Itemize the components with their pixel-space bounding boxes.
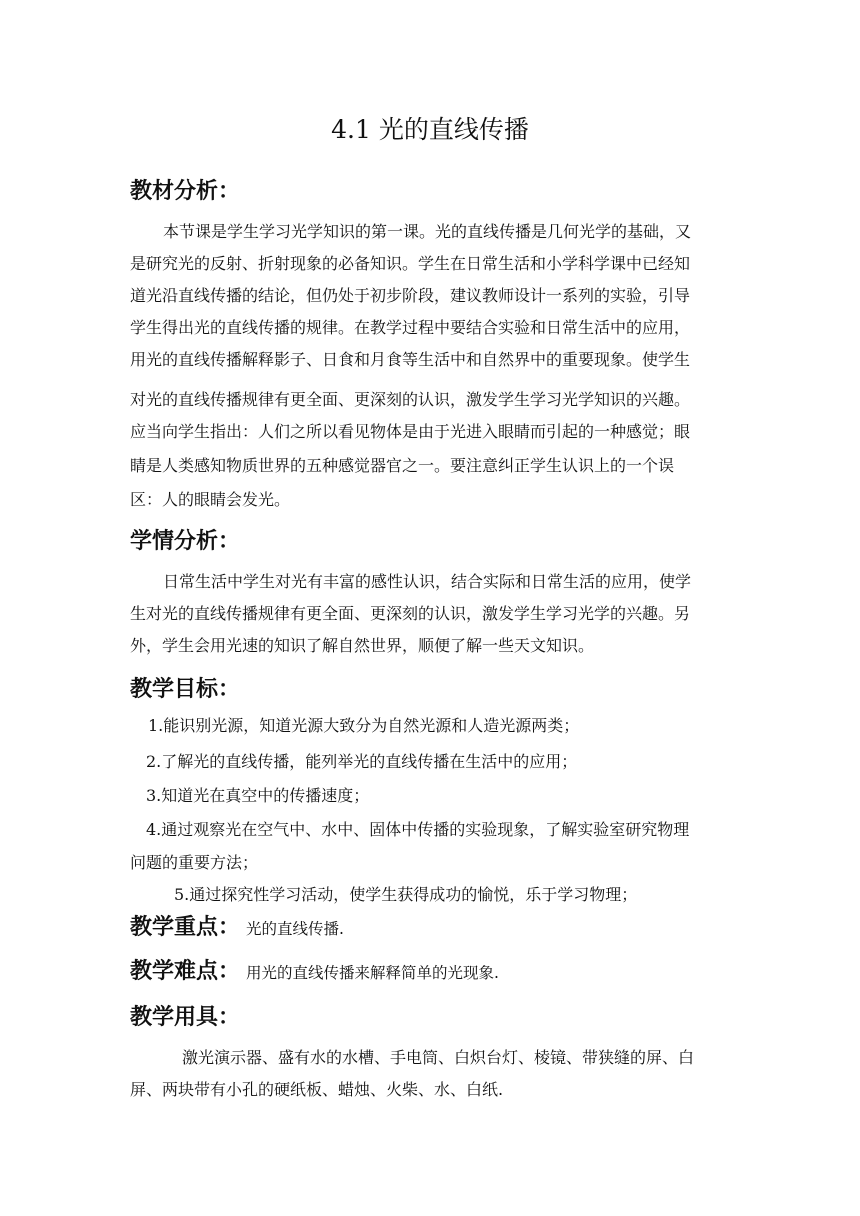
teaching-tools-heading: 教学用具：	[130, 1005, 241, 1030]
goal-item: 2.了解光的直线传播，能列举光的直线传播在生活中的应用；	[146, 752, 578, 771]
textbook-analysis-heading: 教材分析：	[130, 179, 241, 204]
key-point-text: 光的直线传播.	[246, 920, 344, 938]
goal-item: 5.通过探究性学习活动，使学生获得成功的愉悦，乐于学习物理；	[174, 885, 638, 904]
student-analysis-heading: 学情分析：	[130, 529, 241, 554]
textbook-analysis-line: 道光沿直线传播的结论，但仍处于初步阶段，建议教师设计一系列的实验，引导	[130, 286, 691, 305]
difficulty-text: 用光的直线传播来解释简单的光现象.	[246, 964, 499, 982]
difficulty-heading	[130, 957, 499, 988]
teaching-goals-heading: 教学目标：	[130, 677, 241, 702]
student-analysis-line: 外，学生会用光速的知识了解自然世界，顺便了解一些天文知识。	[130, 636, 595, 655]
goal-item: 3.知道光在真空中的传播速度；	[146, 786, 370, 805]
goal-item: 4.通过观察光在空气中、水中、固体中传播的实验现象，了解实验室研究物理	[146, 820, 690, 839]
textbook-analysis-line: 本节课是学生学习光学知识的第一课。光的直线传播是几何光学的基础，又	[163, 222, 692, 241]
textbook-analysis-line: 用光的直线传播解释影子、日食和月食等生活中和自然界中的重要现象。使学生	[130, 350, 691, 369]
difficulty-label: 教学难点：	[130, 959, 241, 984]
textbook-analysis-line: 应当向学生指出：人们之所以看见物体是由于光进入眼睛而引起的一种感觉；眼	[130, 422, 691, 441]
teaching-tools-line: 屏、两块带有小孔的硬纸板、蜡烛、火柴、水、白纸.	[130, 1080, 504, 1099]
student-analysis-line: 生对光的直线传播规律有更全面、更深刻的认识，激发学生学习光学的兴趣。另	[130, 604, 691, 623]
textbook-analysis-line: 对光的直线传播规律有更全面、更深刻的认识，激发学生学习光学知识的兴趣。	[130, 390, 691, 409]
page-title: 4.1 光的直线传播	[331, 115, 529, 144]
teaching-tools-line: 激光演示器、盛有水的水槽、手电筒、白炽台灯、棱镜、带狭缝的屏、白	[182, 1048, 695, 1067]
key-point-label: 教学重点：	[130, 915, 241, 940]
textbook-analysis-line: 学生得出光的直线传播的规律。在教学过程中要结合实验和日常生活中的应用，	[130, 318, 691, 337]
textbook-analysis-line: 是研究光的反射、折射现象的必备知识。学生在日常生活和小学科学课中已经知	[130, 254, 691, 273]
textbook-analysis-line: 睛是人类感知物质世界的五种感觉器官之一。要注意纠正学生认识上的一个误	[130, 456, 675, 475]
goal-item: 1.能识别光源，知道光源大致分为自然光源和人造光源两类；	[148, 716, 580, 735]
goal-item: 问题的重要方法；	[130, 853, 259, 872]
textbook-analysis-line: 区：人的眼睛会发光。	[130, 490, 291, 509]
student-analysis-line: 日常生活中学生对光有丰富的感性认识，结合实际和日常生活的应用，使学	[163, 572, 692, 591]
key-point-heading	[130, 913, 344, 944]
